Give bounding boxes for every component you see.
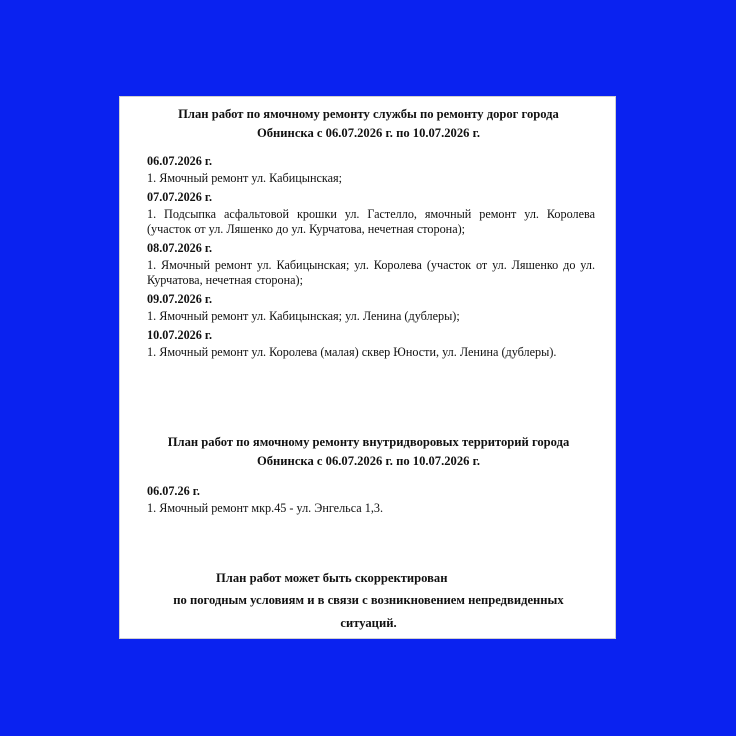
note-line-1: План работ может быть скорректирован	[216, 571, 448, 585]
schedule-day	[147, 240, 595, 288]
day-date: 08.07.2026 г.	[147, 241, 213, 255]
day-work-item: 1. Ямочный ремонт мкр.45 - ул. Энгельса 1,3.	[147, 501, 384, 515]
day-work-item: 1. Ямочный ремонт ул. Кабицынская;	[147, 171, 343, 185]
schedule-day	[147, 483, 595, 516]
day-date: 06.07.26 г.	[147, 484, 200, 498]
section2-title-line2: Обнинска с 06.07.2026 г. по 10.07.2026 г.	[256, 454, 481, 468]
day-work-item: 1. Ямочный ремонт ул. Кабицынская; ул. Королева (участок от ул. Ляшенко до ул. Курчатова, нечетная сторона);	[147, 258, 595, 287]
day-date: 06.07.2026 г.	[147, 154, 213, 168]
day-work-item: 1. Ямочный ремонт ул. Кабицынская; ул. Ленина (дублеры);	[147, 309, 460, 323]
day-work-item: 1. Подсыпка асфальтовой крошки ул. Гастелло, ямочный ремонт ул. Королева (участок от ул. Ляшенко до ул. Курчатова, нечетная сторона);	[147, 207, 595, 236]
day-date: 09.07.2026 г.	[147, 292, 213, 306]
schedule-day	[147, 153, 595, 186]
document-sheet	[119, 96, 616, 639]
note-line-3: ситуаций.	[340, 616, 397, 630]
schedule-day	[147, 189, 595, 237]
section1-title-line1: План работ по ямочному ремонту службы по ремонту дорог города	[178, 107, 559, 121]
day-work-item: 1. Ямочный ремонт ул. Королева (малая) сквер Юности, ул. Ленина (дублеры).	[147, 345, 557, 359]
day-date: 10.07.2026 г.	[147, 328, 213, 342]
section2-title-line1: План работ по ямочному ремонту внутридворовых территорий города	[167, 435, 570, 449]
section1-title-line2: Обнинска с 06.07.2026 г. по 10.07.2026 г.	[256, 126, 481, 140]
section1-schedule	[147, 153, 595, 363]
section2-title	[120, 433, 617, 471]
section1-title	[120, 105, 617, 143]
section2-schedule	[147, 483, 595, 519]
note-line-2: по погодным условиям и в связи с возникновением непредвиденных	[173, 593, 564, 607]
schedule-day	[147, 291, 595, 324]
schedule-day	[147, 327, 595, 360]
day-date: 07.07.2026 г.	[147, 190, 213, 204]
